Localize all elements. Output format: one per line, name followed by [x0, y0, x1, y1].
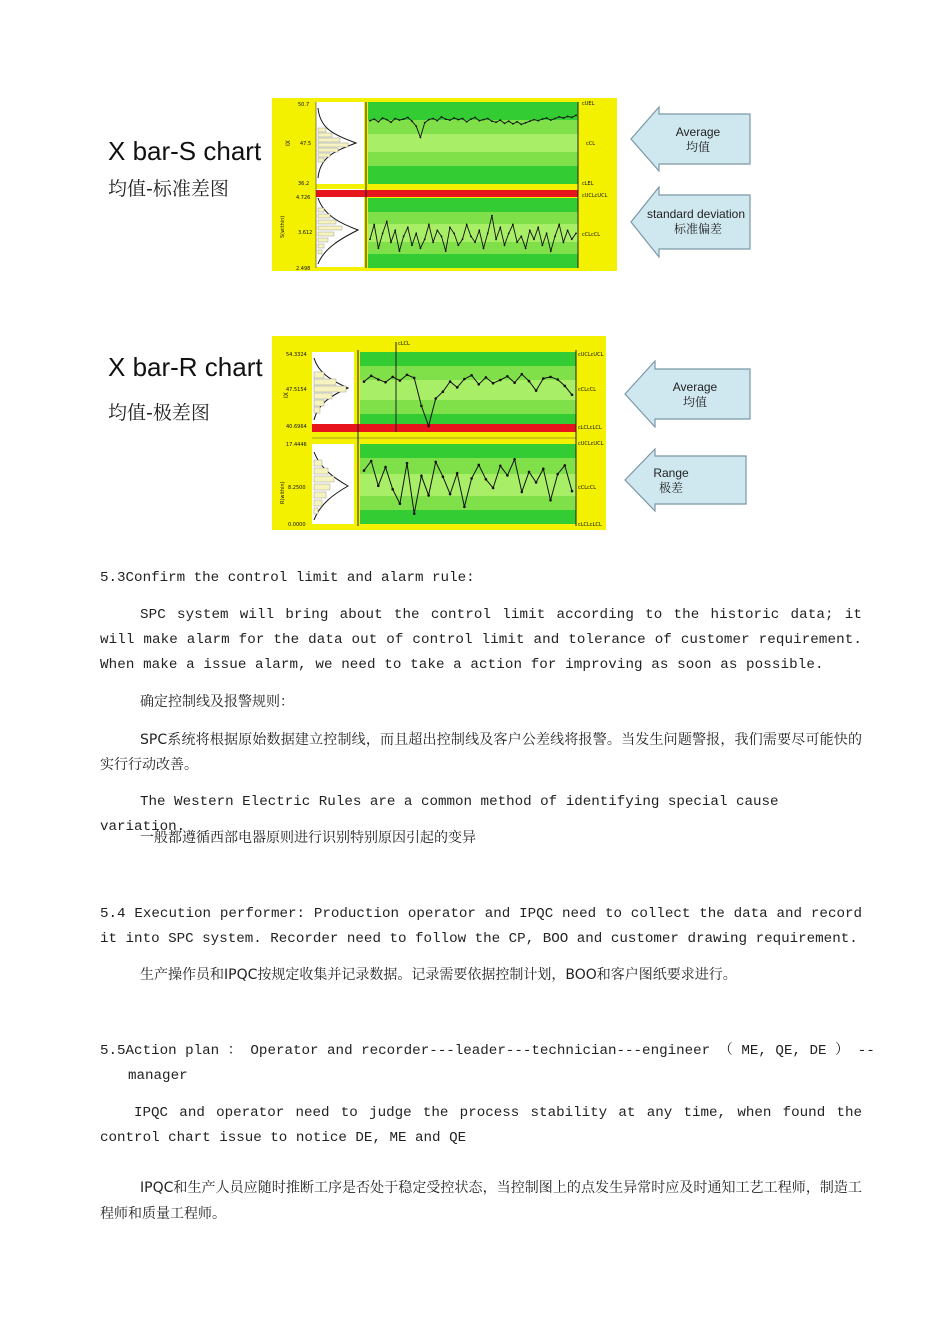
xbar-s-stddev-point	[470, 235, 472, 237]
xbar-s-stddev-point	[563, 241, 565, 243]
xbar-s-mean-point	[399, 119, 401, 121]
section-number: 5.5	[100, 1043, 126, 1059]
xbar-r-right-label-0: cUCLcUCL	[578, 352, 604, 358]
xbar-s-mean-point	[499, 119, 501, 121]
xbar-r-mean-point	[456, 386, 459, 389]
xbar-r-chart-image	[272, 336, 606, 530]
xbar-r-mean-point	[463, 378, 466, 381]
xbar-s-right-label-4: cCLcCL	[582, 232, 601, 238]
xbar-r-mean-point	[449, 380, 452, 383]
xbar-s-stddev-point	[462, 238, 464, 240]
xbar-r-range-point	[485, 478, 488, 481]
section-number: 5.3	[100, 570, 126, 586]
xbar-r-range-point	[564, 464, 567, 467]
xbar-s-stddev-point	[386, 221, 388, 223]
xbar-s-mean-point	[504, 123, 506, 125]
xbar-r-mean-point	[513, 381, 516, 384]
xbar-s-mean-point	[436, 120, 438, 122]
xbar-r-mean-point	[485, 376, 488, 379]
xbar-s-right-label-1: cCL	[586, 141, 596, 147]
xbar-s-mean-point	[533, 119, 535, 121]
xbar-s-hist-top-bar	[318, 128, 326, 132]
xbar-s-mean-point	[563, 117, 565, 119]
xbar-r-hist-bot-bar	[314, 476, 334, 482]
xbar-s-mean-point	[453, 117, 455, 119]
xbar-r-range-point	[513, 458, 516, 461]
xbar-s-mean-point	[516, 121, 518, 123]
xbar-r-mean-point	[528, 380, 531, 383]
xbar-s-mean-point	[529, 120, 531, 122]
xbar-s-hist-top-bar	[318, 138, 340, 142]
xbar-s-stddev-point	[550, 250, 552, 252]
xbar-r-right-label-5: cLCLcLCL	[578, 522, 602, 528]
xbar-s-subtitle: 均值-标准差图	[108, 178, 229, 200]
xbar-r-mean-point	[363, 380, 366, 383]
xbar-r-range-point	[463, 506, 466, 509]
xbar-r-right-label-3: cUCLcUCL	[578, 441, 604, 447]
xbar-r-mean-point	[370, 375, 373, 378]
xbar-r-hist-top-bar	[314, 379, 336, 385]
xbar-r-range-point	[521, 491, 524, 494]
xbar-s-hist-top-bar	[318, 143, 348, 147]
xbar-s-stddev-point	[554, 235, 556, 237]
xbar-s-mean-point	[449, 119, 451, 121]
xbar-r-hist-bot-bar	[314, 492, 326, 498]
xbar-r-range-point	[413, 512, 416, 515]
xbar-r-hist-bot-bar	[314, 484, 330, 490]
xbar-r-mean-point	[442, 390, 445, 393]
xbar-r-subtitle: 均值-极差图	[108, 402, 210, 424]
xbar-s-top-axis-label: IX	[285, 140, 292, 146]
xbar-s-stddev-point	[520, 235, 522, 237]
xbar-s-right-label-2: cLEL	[582, 181, 594, 187]
xbar-s-mean-point	[470, 118, 472, 120]
xbar-r-mean-point	[549, 376, 552, 379]
xbar-r-mean-point	[406, 374, 409, 377]
xbar-s-mean-point	[386, 119, 388, 121]
xbar-s-mean-point	[554, 118, 556, 120]
xbar-s-hist-top-bar	[318, 148, 338, 152]
xbar-s-hist-top-bar	[318, 158, 324, 162]
xbar-r-hist-bot-bar	[314, 508, 318, 514]
xbar-s-stddev-point	[504, 244, 506, 246]
xbar-r-range-point	[420, 475, 423, 478]
xbar-s-stddev-point	[529, 230, 531, 232]
xbar-r-range-point	[406, 462, 409, 465]
average-callout-2-en: Average	[672, 380, 718, 394]
xbar-r-range-point	[456, 472, 459, 475]
xbar-r-range-point	[478, 464, 481, 467]
xbar-r-mean-point	[399, 379, 402, 382]
xbar-s-stddev-point	[567, 230, 569, 232]
xbar-s-mean-point	[491, 120, 493, 122]
xbar-r-mean-point	[564, 385, 567, 388]
xbar-r-mean-point	[499, 379, 502, 382]
xbar-r-range-point	[427, 494, 430, 497]
xbar-s-mean-point	[550, 119, 552, 121]
xbar-s-mean-point	[407, 117, 409, 119]
xbar-s-mean-point	[537, 120, 539, 122]
xbar-s-bottom-tick-0: 4.726	[296, 195, 311, 201]
xbar-s-stddev-point	[487, 233, 489, 235]
xbar-s-stddev-point	[382, 233, 384, 235]
xbar-s-stddev-point	[491, 215, 493, 217]
xbar-r-range-point	[434, 461, 437, 464]
average-callout-1-cn: 均值	[685, 140, 710, 154]
paragraph-execution-cn: 生产操作员和IPQC按规定收集并记录数据。记录需要依据控制计划，BOO和客户图纸要求进行。	[140, 967, 737, 983]
xbar-r-mean-point	[427, 425, 430, 428]
xbar-r-limit-band	[312, 424, 576, 432]
xbar-r-range-point	[571, 490, 574, 493]
paragraph-spc-en: SPC system will bring about the control limit according to the historic data; it will make alarm for the data out of control limit and tolerance of customer requirement. When make a issue alarm, we need to take a action for improving as soon as possible.	[100, 607, 862, 673]
xbar-r-range-point	[506, 474, 509, 477]
xbar-r-range-point	[377, 485, 380, 488]
section-5-5-heading	[100, 1039, 875, 1089]
xbar-s-hist-bot-bar	[318, 208, 324, 212]
xbar-s-hist-bot-bar	[318, 238, 328, 242]
xbar-s-mean-point	[512, 123, 514, 125]
xbar-r-range-point	[384, 466, 387, 469]
xbar-s-stddev-point	[394, 230, 396, 232]
xbar-s-mean-point	[542, 118, 544, 120]
xbar-r-chart-svg	[272, 336, 606, 530]
xbar-r-mean-point	[377, 378, 380, 381]
xbar-r-hist-bot-bar	[314, 500, 322, 506]
xbar-s-mean-point	[428, 119, 430, 121]
xbar-r-range-point	[449, 493, 452, 496]
xbar-s-mean-point	[495, 121, 497, 123]
xbar-r-mean-point	[478, 383, 481, 386]
xbar-s-hist-top-bar	[318, 153, 330, 157]
xbar-s-stddev-point	[369, 238, 371, 240]
xbar-r-hist-top-bar	[314, 386, 346, 392]
xbar-s-stddev-point	[478, 230, 480, 232]
xbar-s-stddev-point	[390, 241, 392, 243]
section-5-5-line1: Action plan ： Operator and recorder---leader---technician---engineer （ ME, QE, DE ） --	[125, 1043, 875, 1059]
xbar-r-top-axis-label: IX	[283, 392, 290, 398]
xbar-r-mean-point	[470, 374, 473, 377]
xbar-s-mean-point	[466, 121, 468, 123]
xbar-s-mean-point	[520, 124, 522, 126]
xbar-s-stddev-point	[516, 241, 518, 243]
section-number: 5.4	[100, 906, 126, 922]
xbar-s-mean-point	[525, 122, 527, 124]
average-callout-1-en: Average	[675, 125, 721, 139]
xbar-s-limit-band	[316, 190, 578, 197]
paragraph-western-cn: 一般都遵循西部电器原则进行识别特别原因引起的变异	[140, 830, 476, 846]
xbar-r-lcl-marker-label: cLCL	[398, 341, 410, 347]
xbar-s-mean-point	[411, 120, 413, 122]
xbar-s-mean-point	[394, 118, 396, 120]
xbar-s-right-label-0: cUEL	[582, 101, 595, 107]
xbar-s-mean-point	[508, 120, 510, 122]
xbar-r-hist-top-bar	[314, 400, 324, 406]
average-callout-2	[624, 360, 752, 428]
xbar-s-stddev-point	[537, 227, 539, 229]
xbar-r-mean-point	[521, 373, 524, 376]
range-callout	[624, 448, 748, 512]
stddev-callout	[630, 186, 752, 258]
xbar-r-range-point	[492, 487, 495, 490]
xbar-r-range-point	[442, 475, 445, 478]
average-callout-2-cn: 均值	[682, 395, 707, 409]
xbar-s-hist-bot-bar	[318, 220, 336, 224]
xbar-s-mean-point	[567, 116, 569, 118]
xbar-s-stddev-point	[495, 238, 497, 240]
xbar-s-stddev-point	[525, 247, 527, 249]
average-callout-1	[630, 106, 752, 172]
xbar-s-stddev-point	[571, 238, 573, 240]
xbar-s-stddev-point	[415, 233, 417, 235]
xbar-s-stddev-point	[441, 235, 443, 237]
range-callout-en: Range	[653, 466, 689, 480]
xbar-s-mean-point	[390, 121, 392, 123]
xbar-r-mean-point	[413, 377, 416, 380]
xbar-r-range-point	[391, 488, 394, 491]
xbar-s-bottom-tick-2: 2.498	[296, 266, 311, 271]
xbar-s-mean-point	[441, 116, 443, 118]
xbar-s-mean-point	[424, 122, 426, 124]
xbar-r-top-tick-1: 47.5154	[286, 387, 307, 393]
xbar-s-mean-point	[483, 119, 485, 121]
xbar-r-right-label-1: cCLcCL	[578, 387, 597, 393]
xbar-s-stddev-point	[449, 227, 451, 229]
paragraph-ipqc-en: IPQC and operator need to judge the process stability at any time, when found the control chart issue to notice DE, ME and QE	[100, 1105, 862, 1146]
xbar-r-bottom-tick-2: 0.0000	[288, 522, 306, 528]
xbar-s-stddev-point	[542, 244, 544, 246]
xbar-r-range-point	[528, 471, 531, 474]
xbar-s-stddev-point	[411, 244, 413, 246]
xbar-r-title: X bar-R chart	[108, 352, 263, 382]
xbar-s-stddev-point	[428, 224, 430, 226]
xbar-s-stddev-point	[424, 238, 426, 240]
xbar-s-stddev-point	[373, 224, 375, 226]
xbar-s-bottom-tick-1: 3.612	[298, 230, 313, 236]
xbar-r-bottom-tick-0: 17.4446	[286, 442, 307, 448]
xbar-s-mean-point	[478, 120, 480, 122]
xbar-s-mean-point	[558, 116, 560, 118]
xbar-s-stddev-point	[575, 233, 577, 235]
paragraph-ipqc-cn: IPQC和生产人员应随时推断工序是否处于稳定受控状态，当控制图上的点发生异常时应及时通知工艺工程师，制造工程师和质量工程师。	[100, 1180, 862, 1222]
xbar-s-mean-point	[487, 118, 489, 120]
xbar-s-stddev-point	[407, 227, 409, 229]
xbar-r-mean-point	[492, 382, 495, 385]
xbar-s-hist-bot-bar	[318, 250, 322, 254]
xbar-r-range-point	[542, 468, 545, 471]
xbar-s-stddev-point	[457, 244, 459, 246]
xbar-r-hist-top-bar	[314, 407, 320, 413]
xbar-s-right-label-3: cUCLcUCL	[582, 193, 608, 199]
xbar-r-mean-point	[571, 394, 574, 397]
xbar-s-mean-point	[382, 117, 384, 119]
xbar-s-top-tick-0: 50.7	[298, 102, 310, 108]
xbar-s-mean-point	[369, 120, 371, 122]
paragraph-spc-cn: SPC系统将根据原始数据建立控制线，而且超出控制线及客户公差线将报警。当发生问题警报，我们需要尽可能快的实行行动改善。	[100, 732, 862, 773]
section-5-3-heading	[100, 566, 862, 591]
xbar-s-mean-point	[575, 114, 577, 116]
xbar-s-mean-point	[474, 117, 476, 119]
xbar-s-mean-point	[415, 125, 417, 127]
xbar-s-stddev-point	[499, 227, 501, 229]
xbar-r-mean-point	[420, 405, 423, 408]
xbar-s-hist-bot-bar	[318, 244, 324, 248]
xbar-r-hist-top-bar	[314, 372, 324, 378]
xbar-r-mean-point	[434, 397, 437, 400]
section-heading: Confirm the control limit and alarm rule:	[125, 570, 475, 586]
xbar-s-stddev-point	[399, 250, 401, 252]
xbar-s-title: X bar-S chart	[108, 136, 262, 166]
range-callout-cn: 极差	[658, 481, 683, 495]
xbar-r-hist-bot-bar	[314, 460, 322, 466]
xbar-r-top-tick-0: 54.3324	[286, 352, 307, 358]
xbar-s-stddev-point	[403, 235, 405, 237]
xbar-r-mean-point	[384, 381, 387, 384]
xbar-s-stddev-point	[546, 233, 548, 235]
xbar-r-mean-point	[542, 377, 545, 380]
xbar-s-stddev-point	[474, 241, 476, 243]
xbar-r-hist-top-bar	[314, 393, 332, 399]
xbar-s-stddev-point	[558, 224, 560, 226]
section-5-4	[100, 902, 862, 952]
xbar-s-mean-point	[462, 118, 464, 120]
xbar-s-mean-point	[378, 121, 380, 123]
section-5-4-text: Execution performer: Production operator and IPQC need to collect the data and record it into SPC system. Recorder need to follow the CP, BOO and customer drawing requirement.	[100, 906, 862, 947]
xbar-r-bottom-axis-label: R(within)	[280, 481, 286, 504]
xbar-s-mean-point	[445, 118, 447, 120]
xbar-r-right-label-4: cCLcCL	[578, 485, 597, 491]
xbar-s-mean-point	[546, 117, 548, 119]
xbar-s-stddev-point	[436, 230, 438, 232]
xbar-s-stddev-point	[483, 247, 485, 249]
xbar-s-hist-bot-bar	[318, 214, 330, 218]
xbar-s-hist-bot-bar	[318, 226, 342, 230]
xbar-r-hist-bot-bar	[314, 468, 328, 474]
xbar-s-chart-image	[272, 98, 617, 271]
xbar-r-range-point	[399, 502, 402, 505]
xbar-s-top-tick-1: 47.5	[300, 141, 312, 147]
xbar-r-range-point	[470, 477, 473, 480]
xbar-s-chart-svg	[272, 98, 617, 271]
xbar-r-right-label-2: cLCLcLCL	[578, 425, 602, 431]
xbar-r-bottom-tick-1: 8.2500	[288, 485, 306, 491]
xbar-r-range-point	[556, 473, 559, 476]
xbar-s-stddev-point	[378, 247, 380, 249]
xbar-s-top-tick-2: 36.2	[298, 181, 310, 187]
xbar-s-stddev-point	[420, 247, 422, 249]
stddev-callout-en: standard deviation	[646, 207, 746, 221]
xbar-r-mean-point	[556, 378, 559, 381]
xbar-s-mean-point	[373, 118, 375, 120]
xbar-s-stddev-point	[466, 224, 468, 226]
xbar-s-stddev-point	[533, 238, 535, 240]
xbar-s-stddev-point	[432, 241, 434, 243]
xbar-s-mean-point	[432, 118, 434, 120]
xbar-s-hist-top-bar	[318, 133, 332, 137]
xbar-s-bottom-axis-label: S(within)	[280, 215, 286, 238]
xbar-s-hist-bot-bar	[318, 232, 334, 236]
xbar-r-top-tick-2: 40.6964	[286, 424, 307, 430]
xbar-r-mean-point	[506, 375, 509, 378]
stddev-callout-cn: 标准偏差	[673, 222, 722, 236]
xbar-r-range-point	[535, 481, 538, 484]
xbar-s-mean-point	[420, 137, 422, 139]
xbar-s-stddev-point	[508, 233, 510, 235]
section-5-5-line2: manager	[128, 1068, 188, 1084]
xbar-r-range-point	[549, 499, 552, 502]
xbar-s-stddev-point	[512, 224, 514, 226]
paragraph-western-en: The Western Electric Rules are a common method of identifying special cause variation.	[100, 794, 779, 835]
paragraph-confirm-cn: 确定控制线及报警规则：	[140, 694, 294, 710]
xbar-s-stddev-point	[453, 233, 455, 235]
xbar-r-mean-point	[391, 376, 394, 379]
xbar-r-range-point	[370, 460, 373, 463]
xbar-s-mean-point	[571, 117, 573, 119]
xbar-s-mean-point	[403, 118, 405, 120]
xbar-r-range-point	[363, 469, 366, 472]
xbar-s-stddev-point	[445, 250, 447, 252]
xbar-r-mean-point	[535, 389, 538, 392]
xbar-s-mean-point	[457, 119, 459, 121]
xbar-r-range-point	[499, 465, 502, 468]
